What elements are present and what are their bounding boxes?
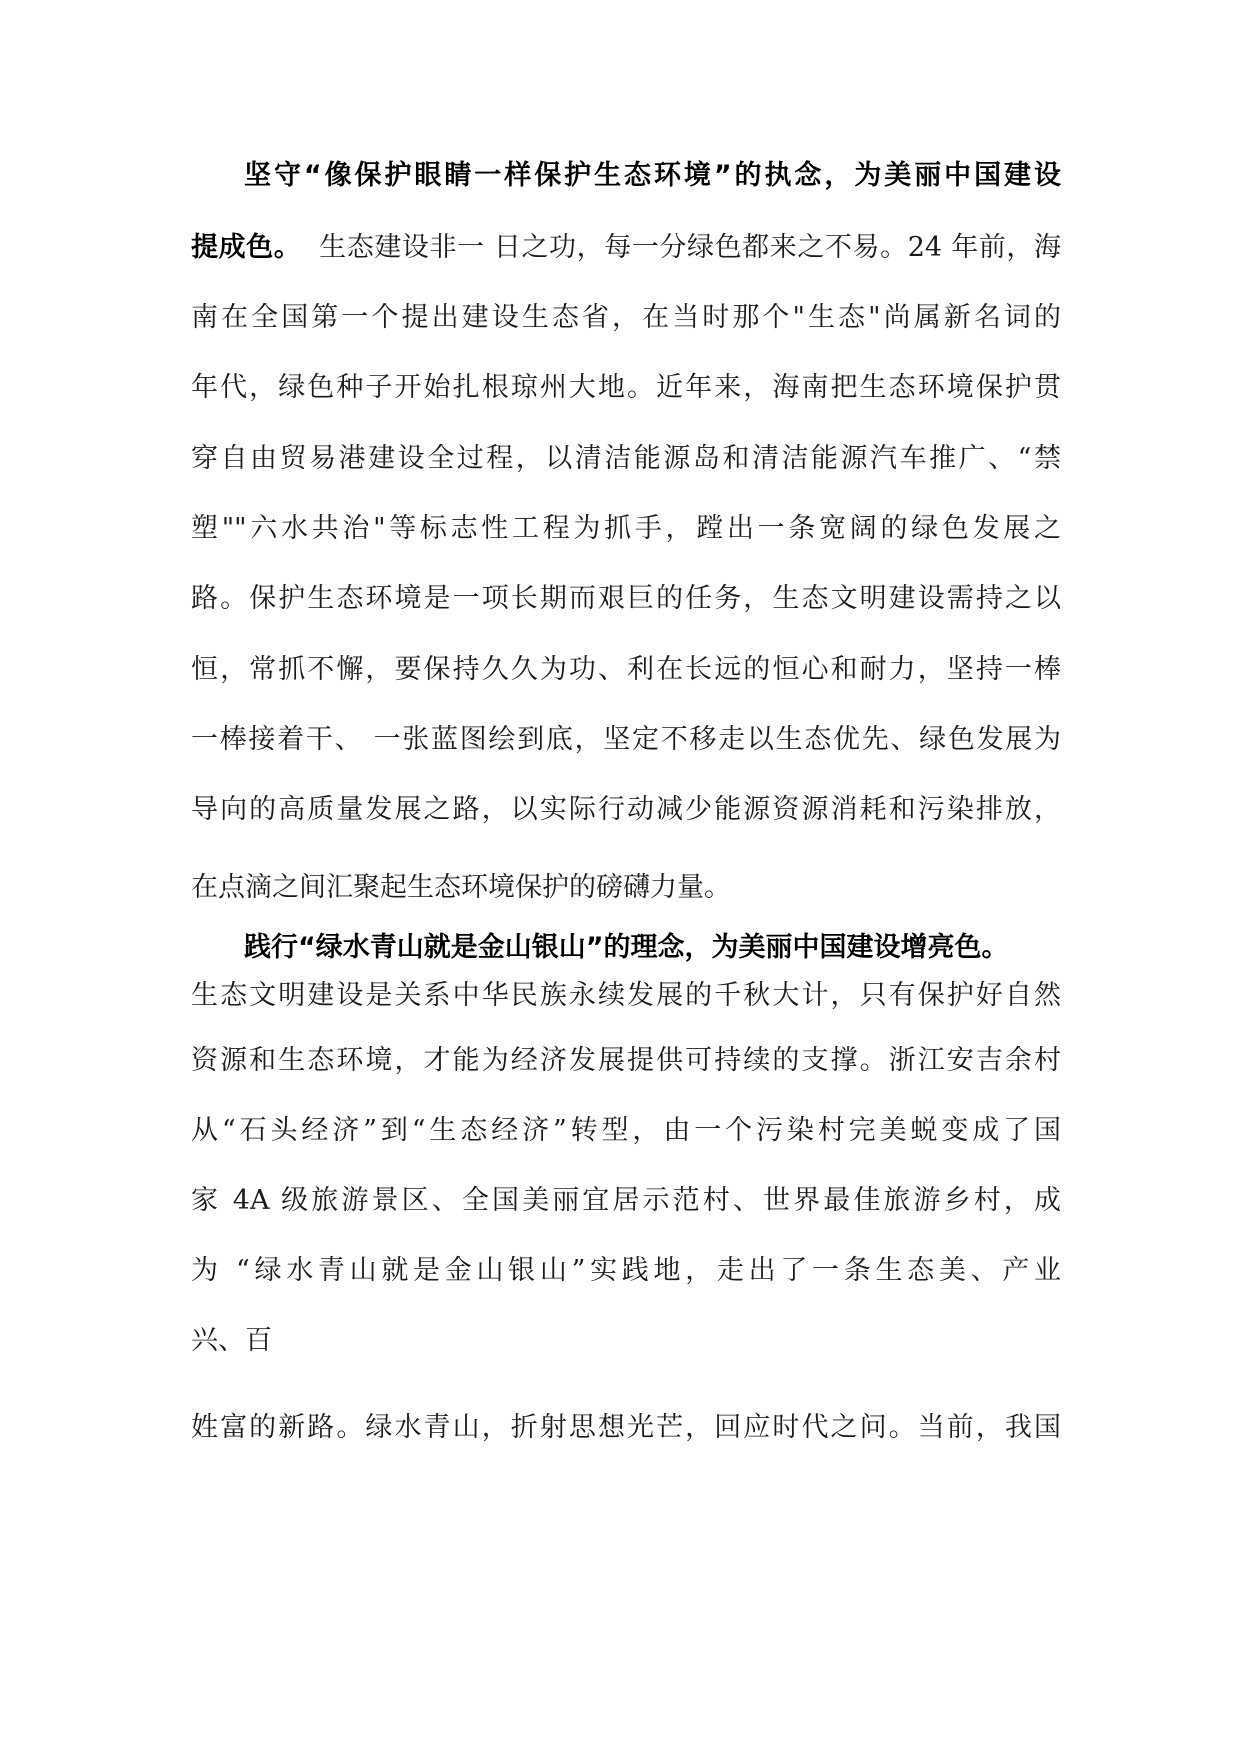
paragraph-1-line-7 [191,652,1061,688]
paragraph-1-text: 一棒接着干、 一张蓝图绘到底，坚定不移走以生态优先、绿色发展为 [191,724,1061,755]
paragraph-1-text: 路。保护生态环境是一项长期而艰巨的任务，生态文明建设需持之以 [191,583,1061,614]
paragraph-1-line-6 [191,581,1061,617]
paragraph-2-text: 兴、百 [191,1325,272,1356]
paragraph-2-line-4 [191,1183,1061,1219]
paragraph-1-line-1 [191,230,1061,266]
paragraph-1-text: 穿自由贸易港建设全过程，以清洁能源岛和清洁能源汽车推广、“禁 [191,443,1061,474]
paragraph-2-text: 家 4A 级旅游景区、全国美丽宜居示范村、世界最佳旅游乡村，成 [191,1185,1061,1216]
paragraph-1-line-10 [191,870,1061,906]
paragraph-1-heading-part-2: 提成色。 [191,232,302,263]
paragraph-1-line-2 [191,300,1061,336]
paragraph-1-text: 恒，常抓不懈，要保持久久为功、利在长远的恒心和耐力，坚持一棒 [191,654,1061,685]
paragraph-1-line-5 [191,511,1061,547]
paragraph-2-heading [244,930,1061,966]
paragraph-2-line-3 [191,1113,1061,1149]
paragraph-2-line-6 [191,1323,1061,1359]
paragraph-2-line-5 [191,1253,1061,1289]
paragraph-2-heading-text: 践行“绿水青山就是金山银山”的理念，为美丽中国建设增亮色。 [244,932,1009,963]
paragraph-2-text: 从“石头经济”到“生态经济”转型，由一个污染村完美蜕变成了国 [191,1115,1061,1146]
paragraph-1-line-9 [191,792,1061,828]
paragraph-1-line-8 [191,722,1061,758]
paragraph-1-text: 导向的高质量发展之路，以实际行动减少能源资源消耗和污染排放， [191,794,1061,825]
paragraph-2-text: 资源和生态环境，才能为经济发展提供可持续的支撑。浙江安吉余村 [191,1045,1061,1076]
paragraph-2-text: 生态文明建设是关系中华民族永续发展的千秋大计，只有保护好自然 [191,980,1061,1011]
paragraph-2-line-7 [191,1410,1061,1446]
paragraph-1-heading-line-1 [244,158,1061,194]
paragraph-1-text: 南在全国第一个提出建设生态省，在当时那个"生态"尚属新名词的 [191,302,1061,333]
paragraph-2-text: 为 “绿水青山就是金山银山”实践地，走出了一条生态美、产业 [191,1255,1061,1286]
paragraph-1-text: 在点滴之间汇聚起生态环境保护的磅礴力量。 [191,872,731,903]
paragraph-2-line-2 [191,1043,1061,1079]
paragraph-1-line-4 [191,441,1061,477]
paragraph-1-text: 年代，绿色种子开始扎根琼州大地。近年来，海南把生态环境保护贯 [191,372,1061,403]
paragraph-1-text: 塑""六水共治"等标志性工程为抓手，蹚出一条宽阔的绿色发展之 [191,513,1061,544]
paragraph-2-text: 姓富的新路。绿水青山，折射思想光芒，回应时代之问。当前，我国 [191,1412,1061,1443]
paragraph-2-line-1 [191,978,1061,1014]
paragraph-1-heading-part-1: 坚守“像保护眼睛一样保护生态环境”的执念，为美丽中国建设 [244,160,1061,191]
paragraph-1-line-3 [191,370,1061,406]
paragraph-1-text: 生态建设非一 日之功，每一分绿色都来之不易。24 年前，海 [318,232,1061,263]
